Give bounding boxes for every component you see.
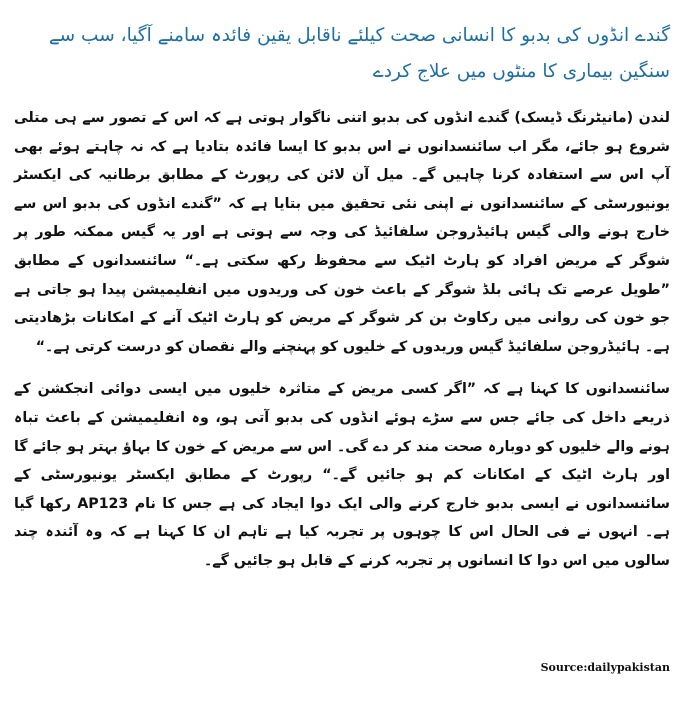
article-paragraph-1: لندن (مانیٹرنگ ڈیسک) گندے انڈوں کی بدبو اتنی ناگوار ہوتی ہے کہ اس کے تصور سے ہی متلی شروع ہو جائے، مگر اب سائنسدانوں نے اس بدبو کا ایسا فائدہ بتادیا ہے کہ نہ چاہتے ہوئے بھی آپ اس سے استفادہ کرنا چاہیں گے۔ میل آن لائن کی رپورٹ کے مطابق برطانیہ کی ایکسٹر یونیورسٹی کے سائنسدانوں نے اپنی نئی تحقیق میں بتایا ہے کہ ”گندے انڈوں کی بدبو اس سے خارج ہونے والی گیس ہائیڈروجن سلفائیڈ کی وجہ سے ہوتی ہے اور یہ گیس ممکنہ طور پر شوگر کے مریض افراد کو ہارٹ اٹیک سے محفوظ رکھ سکتی ہے۔“ سائنسدانوں کے مطابق ”طویل عرصے تک ہائی بلڈ شوگر کے باعث خون کی وریدوں میں انفلیمیشن پیدا ہو جاتی ہے جو خون کی روانی میں رکاوٹ بن کر شوگر کے مریض کو ہارٹ اٹیک آنے کے امکانات بڑھادیتی ہے۔ ہائیڈروجن سلفائیڈ گیس وریدوں کے خلیوں کو پہنچنے والے نقصان کو درست کرتی ہے۔“	[14, 110, 670, 355]
article-headline: گندے انڈوں کی بدبو کا انسانی صحت کیلئے ناقابل یقین فائدہ سامنے آگیا، سب سے سنگین بیماری کا منٹوں میں علاج کردے	[48, 25, 670, 82]
source-credit: Source:dailypakistan	[540, 661, 670, 674]
article-paragraph-2: سائنسدانوں کا کہنا ہے کہ ”اگر کسی مریض کے متاثرہ خلیوں میں ایسی دوائی انجکشن کے ذریعے داخل کی جائے جس سے سڑے ہوئے انڈوں کی بدبو آتی ہو، وہ انفلیمیشن کے باعث تباہ ہونے والے خلیوں کو دوبارہ صحت مند کر دے گی۔ اس سے مریض کے خون کا بہاؤ بہتر ہو جائے گا اور ہارٹ اٹیک کے امکانات کم ہو جائیں گے۔“ رپورٹ کے مطابق ایکسٹر یونیورسٹی کے سائنسدانوں نے ایسی بدبو خارج کرنے والی ایک دوا ایجاد کی ہے جس کا نام AP123 رکھا گیا ہے۔ انہوں نے فی الحال اس کا چوہوں پر تجربہ کیا ہے تاہم ان کا کہنا ہے کہ وہ آئندہ چند سالوں میں اس دوا کا انسانوں پر تجربہ کرنے کے قابل ہو جائیں گے۔	[14, 381, 670, 569]
